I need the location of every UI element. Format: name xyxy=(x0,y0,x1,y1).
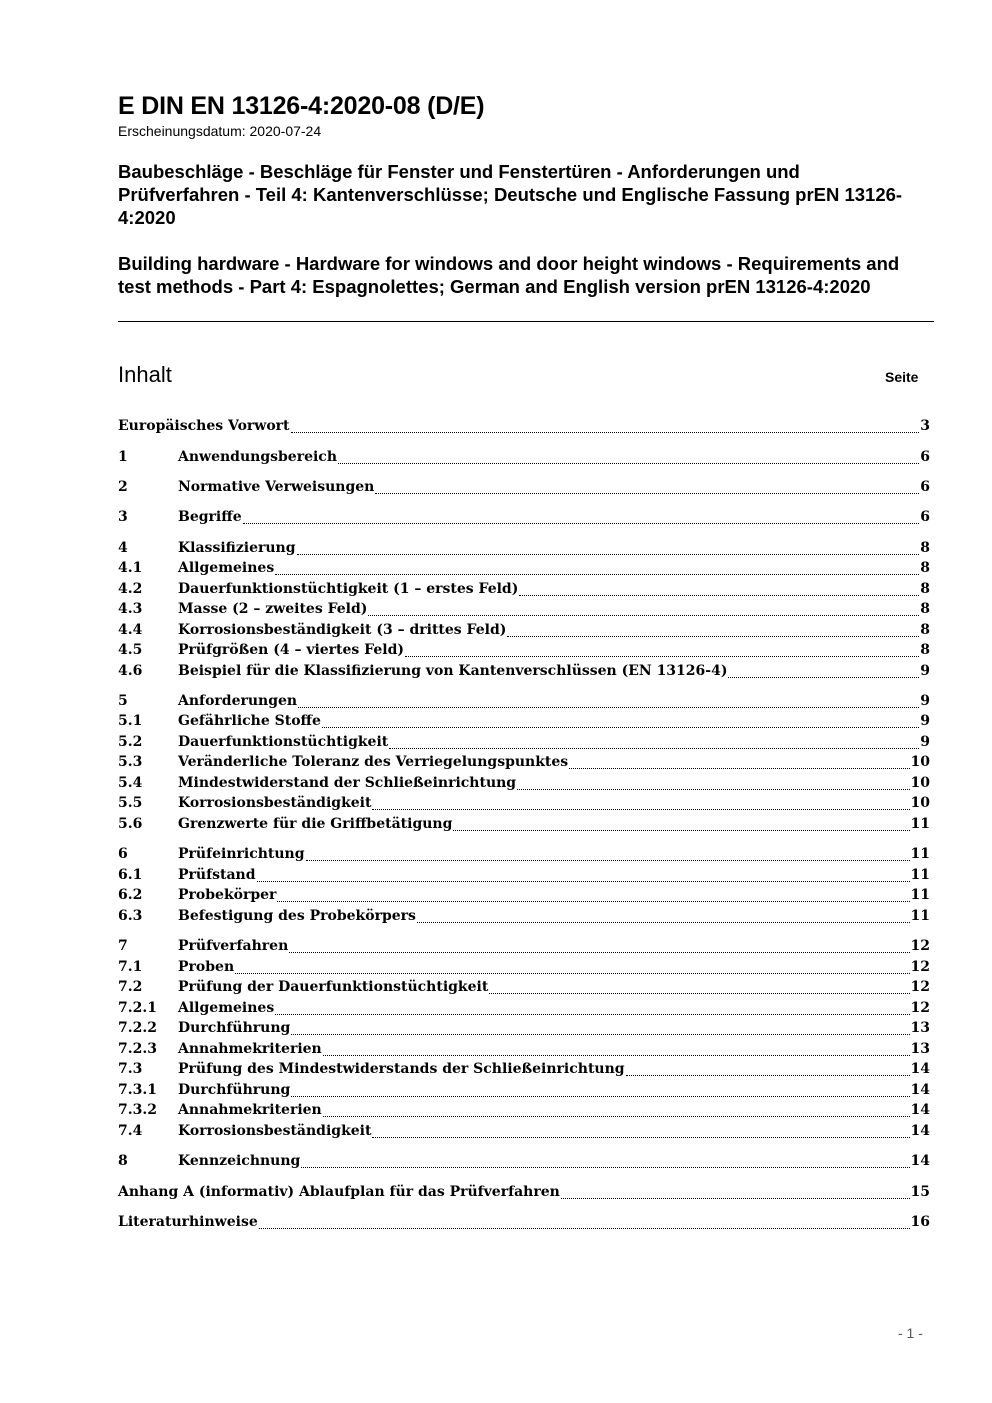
toc-leader-dots xyxy=(489,991,909,994)
title-english: Building hardware - Hardware for windows and door height windows - Requirements and test methods - Part 4: Espagnolettes; German and English version prEN 13126-4:2020 xyxy=(118,253,900,297)
toc-entry-title: Gefährliche Stoffe xyxy=(178,713,321,729)
toc-leader-dots xyxy=(372,1135,909,1138)
toc-entry-page: 3 xyxy=(920,418,930,434)
toc-leader-dots xyxy=(291,430,920,433)
toc-entry-page: 11 xyxy=(910,908,930,924)
toc-entry-page: 15 xyxy=(910,1184,930,1200)
toc-entry[interactable] xyxy=(118,663,930,683)
toc-entry-page: 12 xyxy=(910,959,930,975)
toc-entry-number: 6.1 xyxy=(118,867,143,883)
toc-entry-page: 6 xyxy=(920,509,930,525)
toc-entry[interactable] xyxy=(118,938,930,958)
toc-entry[interactable] xyxy=(118,1000,930,1020)
toc-entry[interactable] xyxy=(118,1184,930,1204)
toc-entry[interactable] xyxy=(118,509,930,529)
toc-entry-page: 14 xyxy=(910,1123,930,1139)
toc-leader-dots xyxy=(291,1032,909,1035)
toc-entry-page: 10 xyxy=(910,795,930,811)
toc-entry-page: 13 xyxy=(910,1020,930,1036)
toc-entry-title: Prüfstand xyxy=(178,867,256,883)
toc-entry-title: Annahmekriterien xyxy=(178,1102,322,1118)
toc-entry-number: 5.1 xyxy=(118,713,143,729)
toc-entry-page: 16 xyxy=(910,1214,930,1230)
toc-entry[interactable] xyxy=(118,1041,930,1061)
toc-entry-number: 7.2.2 xyxy=(118,1020,157,1036)
toc-entry-title: Prüfung des Mindestwiderstands der Schließeinrichtung xyxy=(178,1061,625,1077)
toc-entry-page: 8 xyxy=(920,560,930,576)
toc-entry-title: Korrosionsbeständigkeit xyxy=(178,1123,372,1139)
toc-entry-page: 13 xyxy=(910,1041,930,1057)
document-id: E DIN EN 13126-4:2020-08 (D/E) xyxy=(118,92,485,120)
toc-entry-number: 7.2.1 xyxy=(118,1000,157,1016)
toc-entry[interactable] xyxy=(118,1102,930,1122)
toc-entry-title: Masse (2 – zweites Feld) xyxy=(178,601,368,617)
toc-entry[interactable] xyxy=(118,581,930,601)
toc-entry-page: 8 xyxy=(920,601,930,617)
toc-entry-page: 8 xyxy=(920,581,930,597)
toc-entry[interactable] xyxy=(118,734,930,754)
toc-entry-number: 5.3 xyxy=(118,754,143,770)
toc-entry-page: 11 xyxy=(910,887,930,903)
toc-entry-title: Prüfverfahren xyxy=(178,938,289,954)
toc-leader-dots xyxy=(375,491,919,494)
toc-entry[interactable] xyxy=(118,867,930,887)
toc-entry-title: Kennzeichnung xyxy=(178,1153,301,1169)
toc-entry[interactable] xyxy=(118,754,930,774)
toc-entry-number: 4.2 xyxy=(118,581,143,597)
toc-leader-dots xyxy=(301,1165,909,1168)
toc-entry-number: 5.4 xyxy=(118,775,143,791)
toc-entry[interactable] xyxy=(118,560,930,580)
toc-leader-dots xyxy=(275,1012,909,1015)
toc-entry-page: 12 xyxy=(910,1000,930,1016)
toc-entry-title: Literaturhinweise xyxy=(118,1214,258,1230)
toc-leader-dots xyxy=(235,971,909,974)
toc-entry-title: Mindestwiderstand der Schließeinrichtung xyxy=(178,775,517,791)
toc-entry-title: Anhang A (informativ) Ablaufplan für das Prüfverfahren xyxy=(118,1184,560,1200)
toc-entry[interactable] xyxy=(118,1020,930,1040)
toc-leader-dots xyxy=(322,725,919,728)
toc-leader-dots xyxy=(405,654,919,657)
page-number: - 1 - xyxy=(898,1325,923,1341)
toc-entry-number: 4.6 xyxy=(118,663,143,679)
toc-entry-page: 8 xyxy=(920,540,930,556)
publication-date: Erscheinungsdatum: 2020-07-24 xyxy=(118,123,322,139)
toc-entry-number: 7.2 xyxy=(118,979,143,995)
toc-entry-title: Grenzwerte für die Griffbetätigung xyxy=(178,816,453,832)
toc-entry-title: Europäisches Vorwort xyxy=(118,418,290,434)
toc-entry[interactable] xyxy=(118,1082,930,1102)
toc-entry[interactable] xyxy=(118,1214,930,1234)
toc-entry-number: 2 xyxy=(118,479,128,495)
toc-leader-dots xyxy=(289,950,909,953)
toc-entry-title: Normative Verweisungen xyxy=(178,479,375,495)
toc-entry[interactable] xyxy=(118,908,930,928)
toc-entry[interactable] xyxy=(118,449,930,469)
toc-entry-title: Annahmekriterien xyxy=(178,1041,322,1057)
toc-leader-dots xyxy=(338,461,919,464)
toc-entry[interactable] xyxy=(118,622,930,642)
toc-leader-dots xyxy=(259,1226,910,1229)
toc-heading: Inhalt xyxy=(118,362,172,387)
toc-entry-title: Prüfgrößen (4 – viertes Feld) xyxy=(178,642,404,658)
toc-entry-number: 7.4 xyxy=(118,1123,143,1139)
toc-entry-number: 7.3 xyxy=(118,1061,143,1077)
toc-entry-number: 4.3 xyxy=(118,601,143,617)
toc-leader-dots xyxy=(507,634,919,637)
toc-entry-title: Prüfeinrichtung xyxy=(178,846,305,862)
toc-entry-page: 11 xyxy=(910,816,930,832)
toc-entry-page: 9 xyxy=(920,713,930,729)
toc-leader-dots xyxy=(417,920,910,923)
toc-entry-title: Probekörper xyxy=(178,887,277,903)
toc-entry[interactable] xyxy=(118,418,930,438)
toc-entry-page: 14 xyxy=(910,1061,930,1077)
toc-entry-number: 7.1 xyxy=(118,959,143,975)
toc-leader-dots xyxy=(389,746,919,749)
toc-entry[interactable] xyxy=(118,795,930,815)
toc-entry[interactable] xyxy=(118,601,930,621)
title-german: Baubeschläge - Beschläge für Fenster und Fenstertüren - Anforderungen und Prüfverfahren - Teil 4: Kantenverschlüsse; Deutsche und Englische Fassung prEN 13126-4:2020 xyxy=(118,161,903,228)
toc-entry-title: Prüfung der Dauerfunktionstüchtigkeit xyxy=(178,979,489,995)
toc-leader-dots xyxy=(323,1053,910,1056)
toc-entry-number: 4.1 xyxy=(118,560,143,576)
toc-entry[interactable] xyxy=(118,979,930,999)
toc-leader-dots xyxy=(626,1073,910,1076)
toc-leader-dots xyxy=(517,787,909,790)
toc-entry-page: 14 xyxy=(910,1082,930,1098)
toc-leader-dots xyxy=(275,572,919,575)
toc-entry-number: 4.4 xyxy=(118,622,143,638)
toc-entry[interactable] xyxy=(118,846,930,866)
toc-entry-title: Proben xyxy=(178,959,235,975)
toc-entry-page: 6 xyxy=(920,449,930,465)
toc-leader-dots xyxy=(277,899,909,902)
toc-entry-page: 14 xyxy=(910,1102,930,1118)
toc-entry-title: Dauerfunktionstüchtigkeit (1 – erstes Feld) xyxy=(178,581,519,597)
toc-leader-dots xyxy=(243,521,920,524)
toc-leader-dots xyxy=(519,593,919,596)
toc-entry-page: 11 xyxy=(910,846,930,862)
toc-entry-title: Anforderungen xyxy=(178,693,298,709)
toc-entry-page: 9 xyxy=(920,663,930,679)
toc-entry[interactable] xyxy=(118,642,930,662)
toc-entry-number: 6.3 xyxy=(118,908,143,924)
toc-leader-dots xyxy=(306,858,910,861)
toc-leader-dots xyxy=(372,807,909,810)
toc-entry-title: Begriffe xyxy=(178,509,242,525)
toc-entry[interactable] xyxy=(118,1153,930,1173)
toc-entry-number: 1 xyxy=(118,449,128,465)
toc-entry-title: Korrosionsbeständigkeit (3 – drittes Feld) xyxy=(178,622,507,638)
toc-entry-page: 8 xyxy=(920,642,930,658)
toc-entry-number: 7.3.2 xyxy=(118,1102,157,1118)
toc-entry-number: 7 xyxy=(118,938,128,954)
toc-entry[interactable] xyxy=(118,479,930,499)
toc-leader-dots xyxy=(728,675,919,678)
toc-entry-page: 9 xyxy=(920,734,930,750)
toc-entry-page: 14 xyxy=(910,1153,930,1169)
toc-leader-dots xyxy=(368,613,919,616)
toc-entry[interactable] xyxy=(118,713,930,733)
toc-entry-number: 4.5 xyxy=(118,642,143,658)
toc-entry-title: Beispiel für die Klassifizierung von Kantenverschlüssen (EN 13126-4) xyxy=(178,663,728,679)
toc-entry-page: 6 xyxy=(920,479,930,495)
toc-entry-page: 8 xyxy=(920,622,930,638)
toc-entry-title: Dauerfunktionstüchtigkeit xyxy=(178,734,389,750)
toc-entry-title: Befestigung des Probekörpers xyxy=(178,908,416,924)
toc-entry-number: 6.2 xyxy=(118,887,143,903)
toc-entry-number: 7.3.1 xyxy=(118,1082,157,1098)
toc-page-label: Seite xyxy=(885,369,919,385)
toc-entry-title: Veränderliche Toleranz des Verriegelungspunktes xyxy=(178,754,569,770)
toc-entry-number: 5 xyxy=(118,693,128,709)
toc-leader-dots xyxy=(298,705,919,708)
toc-entry-number: 6 xyxy=(118,846,128,862)
toc-entry-number: 5.2 xyxy=(118,734,143,750)
toc-entry-number: 7.2.3 xyxy=(118,1041,157,1057)
toc-entry-title: Allgemeines xyxy=(178,560,275,576)
toc-leader-dots xyxy=(569,766,909,769)
toc-entry-number: 8 xyxy=(118,1153,128,1169)
toc-entry[interactable] xyxy=(118,1123,930,1143)
toc-entry-title: Klassifizierung xyxy=(178,540,296,556)
toc-entry[interactable] xyxy=(118,775,930,795)
toc-leader-dots xyxy=(323,1114,910,1117)
toc-leader-dots xyxy=(453,828,909,831)
toc-entry[interactable] xyxy=(118,959,930,979)
toc-entry[interactable] xyxy=(118,887,930,907)
toc-entry-number: 5.5 xyxy=(118,795,143,811)
toc-leader-dots xyxy=(561,1196,910,1199)
toc-entry-page: 12 xyxy=(910,938,930,954)
toc-entry-page: 10 xyxy=(910,775,930,791)
toc-entry-page: 11 xyxy=(910,867,930,883)
toc-entry[interactable] xyxy=(118,816,930,836)
toc-entry-title: Korrosionsbeständigkeit xyxy=(178,795,372,811)
toc-leader-dots xyxy=(297,552,920,555)
toc-entry[interactable] xyxy=(118,1061,930,1081)
toc-leader-dots xyxy=(291,1094,909,1097)
toc-entry-title: Allgemeines xyxy=(178,1000,275,1016)
toc-entry-number: 5.6 xyxy=(118,816,143,832)
toc-entry-title: Anwendungsbereich xyxy=(178,449,337,465)
toc-entry[interactable] xyxy=(118,693,930,713)
title-divider xyxy=(118,321,934,322)
toc-entry-page: 10 xyxy=(910,754,930,770)
toc-entry-number: 3 xyxy=(118,509,128,525)
toc-entry-page: 9 xyxy=(920,693,930,709)
toc-entry-page: 12 xyxy=(910,979,930,995)
toc-entry-number: 4 xyxy=(118,540,128,556)
toc-entry-title: Durchführung xyxy=(178,1082,291,1098)
toc-leader-dots xyxy=(257,879,910,882)
toc-entry[interactable] xyxy=(118,540,930,560)
toc-entry-title: Durchführung xyxy=(178,1020,291,1036)
